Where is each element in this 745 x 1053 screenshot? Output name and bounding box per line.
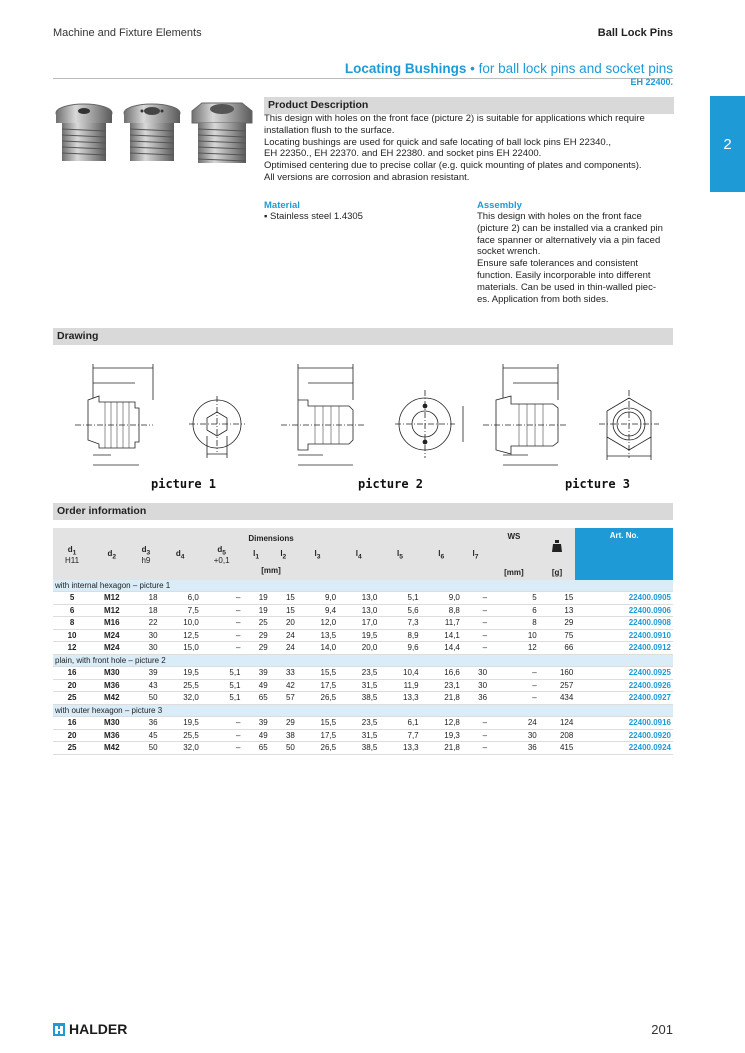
dimensions-header: Dimensions [53,528,489,545]
art-no: 22400.0905 [575,592,673,605]
art-no: 22400.0916 [575,717,673,730]
order-information-heading: Order information [53,503,673,520]
table-row: 8 M16 22 10,0 – 25 20 12,0 17,0 7,3 11,7 – 8 29 22400.0908 [53,617,673,630]
bushing-photo-1 [56,104,112,161]
drawing-picture-2 [281,364,463,465]
page-title: Locating Bushings • for ball lock pins and socket pins [344,61,673,76]
mm-unit: [mm] [53,565,489,580]
table-row: 10 M24 30 12,5 – 29 24 13,5 19,5 8,9 14,1 – 10 75 22400.0910 [53,629,673,642]
art-no: 22400.0910 [575,629,673,642]
caption-picture-1: picture 1 [151,477,217,491]
art-no: 22400.0908 [575,617,673,630]
title-rule [53,78,673,79]
assembly-heading: Assembly [477,200,522,211]
caption-picture-3: picture 3 [565,477,631,491]
table-header-row-3: [mm] [mm] [g] [53,565,673,580]
table-header-row-1 [53,528,673,545]
art-no-header: Art. No. [575,528,673,580]
header-chapter-title: Ball Lock Pins [597,27,673,39]
table-row: 20 M36 43 25,5 5,1 49 42 17,5 31,5 11,9 23,1 30 – 257 22400.0926 [53,679,673,692]
table-row: 6 M12 18 7,5 – 19 15 9,4 13,0 5,6 8,8 – 6 13 22400.0906 [53,604,673,617]
drawing-heading: Drawing [53,328,673,345]
weight-icon [539,528,576,565]
table-row: 20 M36 45 25,5 – 49 38 17,5 31,5 7,7 19,3 – 30 208 22400.0920 [53,729,673,742]
art-no: 22400.0924 [575,742,673,755]
table-header-row-2: $d_1$ H11 $d_2$ $d_3$ h9 $d_4$ $d_5$ +0,1 $l_1$ $l_2$ $l_3$ $l_4$ $l_5$ $l_6$ $l_7$ [53,545,673,566]
header-section-title: Machine and Fixture Elements [53,27,202,39]
drawing-picture-3 [483,364,659,465]
table-row: 16 M30 36 19,5 – 39 29 15,5 23,5 6,1 12,8 – 24 124 22400.0916 [53,717,673,730]
art-no: 22400.0925 [575,667,673,680]
group-row: plain, with front hole – picture 2 [53,654,673,667]
table-row: 25 M42 50 32,0 – 65 50 26,5 38,5 13,3 21,8 – 36 415 22400.0924 [53,742,673,755]
assembly-text: This design with holes on the front face (picture 2) can be installed via a cranked pin face spanner or alternatively via a pin faced socket wrench. Ensure safe tolerances and consistent function. Easily incorporable into different materials. Can be used in thin-walled piec- es. Application from both sides. [477,211,663,305]
order-table [53,528,673,755]
halder-logo: HALDER [53,1021,127,1037]
chapter-tab: 2 [710,96,745,192]
drawing-picture-1 [75,364,245,465]
table-row: 16 M30 39 19,5 5,1 39 33 15,5 23,5 10,4 16,6 30 – 160 22400.0925 [53,667,673,680]
material-item: ▪ Stainless steel 1.4305 [264,211,363,222]
product-code: EH 22400. [630,77,673,87]
product-description-text: This design with holes on the front face (picture 2) is suitable for applications which require installation flush to the surface. Locating bushings are used for quick and safe locating of ball lock pins EH 22340., EH 22350., EH 22370. and EH 22380. and socket pins EH 22400. Optimised centering due to precise collar (e.g. quick mounting of plates and components). All versions are corrosion and abrasion resistant. [264,113,645,183]
art-no: 22400.0927 [575,692,673,705]
technical-drawing [53,350,673,495]
group-row: with internal hexagon – picture 1 [53,580,673,592]
caption-picture-2: picture 2 [358,477,424,491]
table-row: 12 M24 30 15,0 – 29 24 14,0 20,0 9,6 14,4 – 12 66 22400.0912 [53,642,673,655]
art-no: 22400.0926 [575,679,673,692]
group-row: with outer hexagon – picture 3 [53,704,673,717]
bushing-photo-3 [192,103,252,163]
page-number: 201 [651,1022,673,1037]
material-heading: Material [264,200,300,211]
art-no: 22400.0912 [575,642,673,655]
ws-header: WS [489,528,539,545]
bushing-photo-2 [124,104,180,161]
product-photos [52,99,257,169]
art-no: 22400.0906 [575,604,673,617]
table-row: 25 M42 50 32,0 5,1 65 57 26,5 38,5 13,3 21,8 36 – 434 22400.0927 [53,692,673,705]
art-no: 22400.0920 [575,729,673,742]
table-row: 5 M12 18 6,0 – 19 15 9,0 13,0 5,1 9,0 – 5 15 22400.0905 [53,592,673,605]
product-description-heading: Product Description [264,97,674,114]
